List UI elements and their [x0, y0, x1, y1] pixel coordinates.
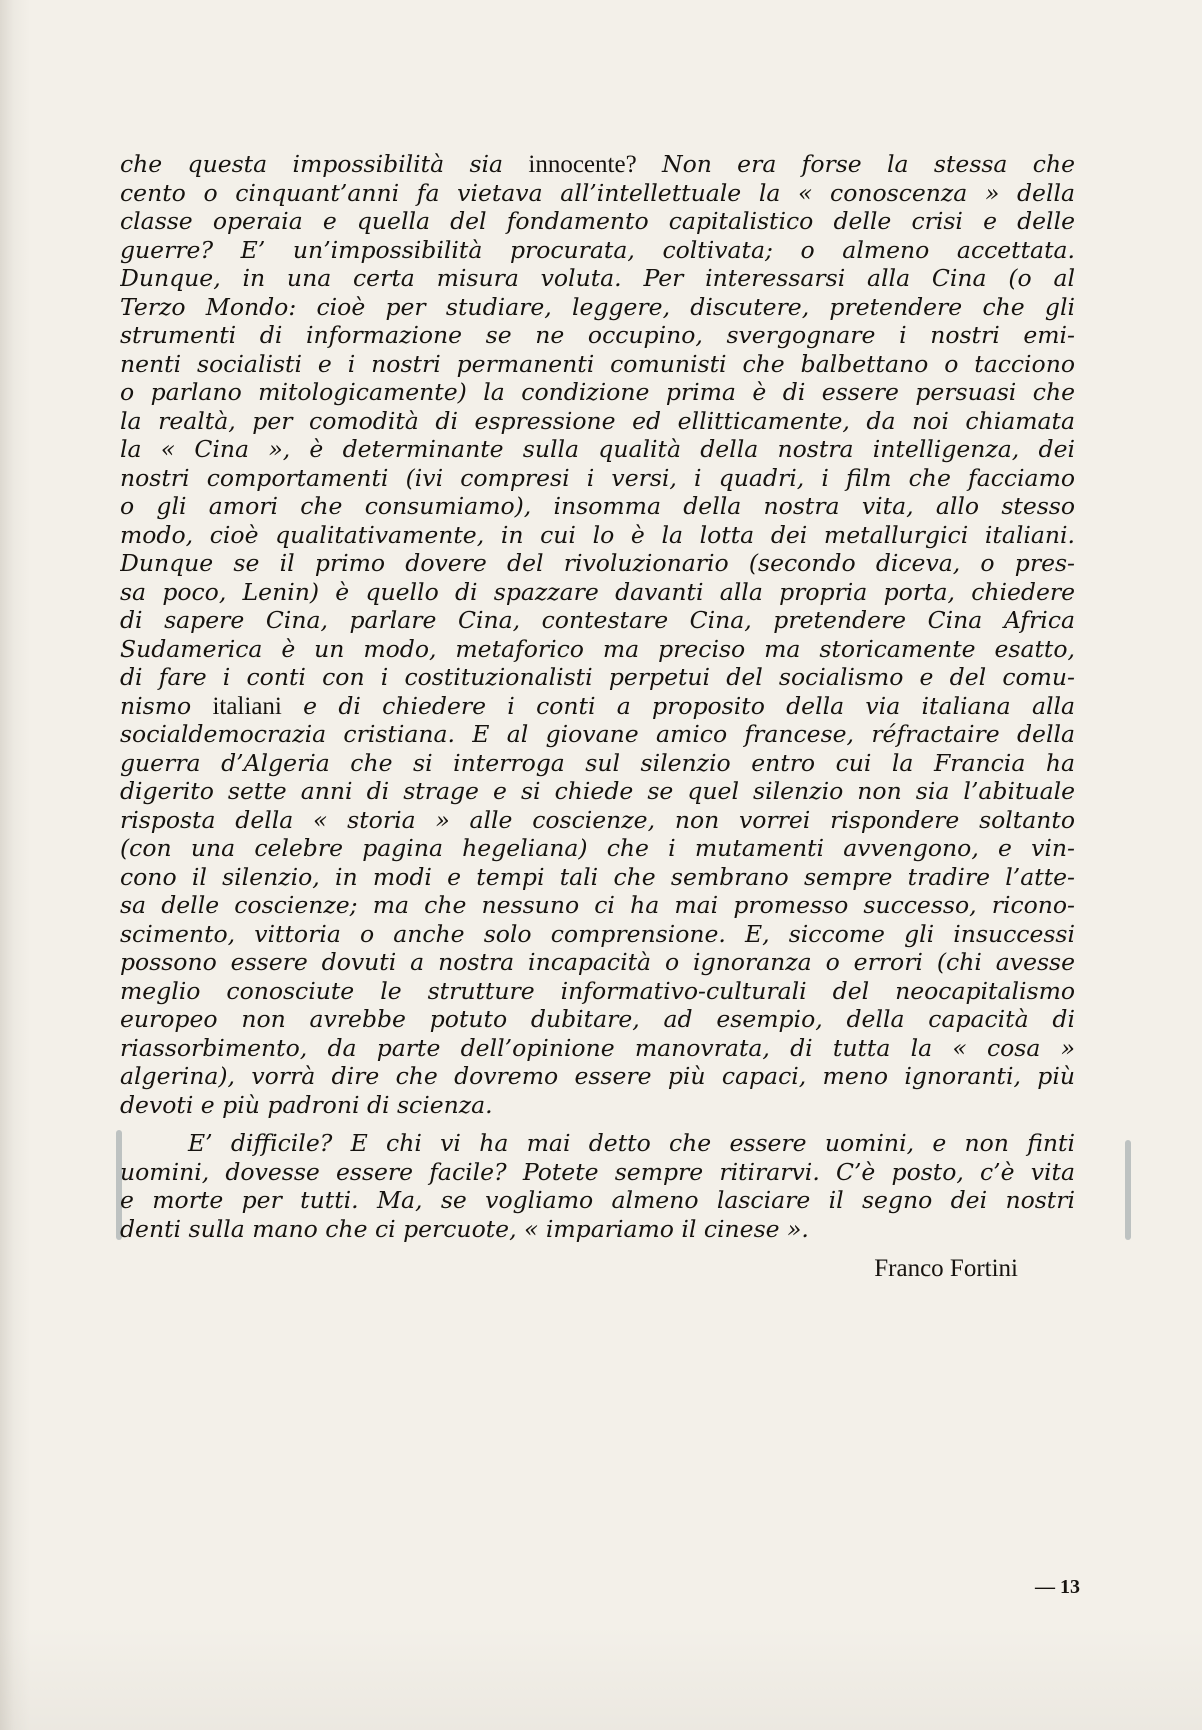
- text-line: devoti e più padroni di scienza.: [120, 1090, 493, 1119]
- binding-mark-right: [1125, 1140, 1131, 1240]
- text-line: guerra d’Algeria che si interroga sul silenzio entro cui la Francia ha: [120, 748, 1075, 777]
- text-line: nostri comportamenti (ivi compresi i versi, i quadri, i film che facciamo: [120, 463, 1075, 492]
- text-line: guerre? E’ un’impossibilità procurata, coltivata; o almeno accettata.: [120, 235, 1075, 264]
- page-number: — 13: [1035, 1576, 1080, 1598]
- paragraph-1: [120, 150, 1075, 1119]
- text-line: o gli amori che consumiamo), insomma della nostra vita, allo stesso: [120, 492, 1075, 520]
- text-line: o parlano mitologicamente) la condizione prima è di essere persuasi che: [120, 378, 1075, 406]
- text-line: Sudamerica è un modo, metaforico ma preciso ma storicamente esatto,: [120, 634, 1075, 663]
- text-line: la « Cina », è determinante sulla qualità della nostra intelligenza, dei: [120, 435, 1075, 463]
- text-line: classe operaia e quella del fondamento capitalistico delle crisi e delle: [120, 207, 1075, 235]
- text-line: socialdemocrazia cristiana. E al giovane amico francese, réfractaire della: [120, 720, 1075, 748]
- text-line: sa delle coscienze; ma che nessuno ci ha mai promesso successo, ricono-: [120, 891, 1075, 919]
- text-line: possono essere dovuti a nostra incapacità o ignoranza o errori (chi avesse: [120, 948, 1075, 976]
- text-line: nenti socialisti e i nostri permanenti comunisti che balbettano o tacciono: [120, 349, 1075, 378]
- text-line: la realtà, per comodità di espressione ed ellitticamente, da noi chiamata: [120, 406, 1075, 435]
- text-line: cento o cinquant’anni fa vietava all’intellettuale la « conoscenza » della: [120, 178, 1075, 207]
- text-line: modo, cioè qualitativamente, in cui lo è la lotta dei metallurgici italiani.: [120, 520, 1075, 549]
- text-line: e morte per tutti. Ma, se vogliamo almeno lasciare il segno dei nostri: [120, 1186, 1075, 1214]
- text-line: algerina), vorrà dire che dovremo essere più capaci, meno ignoranti, più: [120, 1062, 1075, 1090]
- text-line: strumenti di informazione se ne occupino, svergognare i nostri emi-: [120, 321, 1075, 349]
- text-line: meglio conosciute le strutture informativo-culturali del neocapitalismo: [120, 976, 1075, 1005]
- text-line: Dunque se il primo dovere del rivoluzionario (secondo diceva, o pres-: [120, 549, 1075, 577]
- text-line: che questa impossibilità sia innocente? Non era forse la stessa che: [120, 150, 1075, 178]
- author-signature: Franco Fortini: [874, 1255, 1018, 1282]
- text-line: nismo italiani e di chiedere i conti a proposito della via italiana alla: [120, 691, 1075, 720]
- paragraph-2: [120, 1129, 1075, 1243]
- text-line: denti sulla mano che ci percuote, « impariamo il cinese ».: [120, 1214, 809, 1243]
- text-line: europeo non avrebbe potuto dubitare, ad esempio, della capacità di: [120, 1005, 1075, 1033]
- text-line: digerito sette anni di strage e si chiede se quel silenzio non sia l’abituale: [120, 777, 1075, 805]
- text-line: di sapere Cina, parlare Cina, contestare Cina, pretendere Cina Africa: [120, 606, 1075, 634]
- text-line: Terzo Mondo: cioè per studiare, leggere, discutere, pretendere che gli: [120, 292, 1075, 321]
- text-line: scimento, vittoria o anche solo comprensione. E, siccome gli insuccessi: [120, 919, 1075, 948]
- text-line: di fare i conti con i costituzionalisti perpetui del socialismo e del comu-: [120, 663, 1075, 691]
- paragraph-gap: [120, 1119, 1075, 1129]
- text-line: sa poco, Lenin) è quello di spazzare davanti alla propria porta, chiedere: [120, 577, 1075, 606]
- text-line: E’ difficile? E chi vi ha mai detto che essere uomini, e non finti: [188, 1129, 1075, 1157]
- text-line: Dunque, in una certa misura voluta. Per interessarsi alla Cina (o al: [120, 264, 1075, 292]
- text-line: cono il silenzio, in modi e tempi tali che sembrano sempre tradire l’atte-: [120, 862, 1075, 891]
- article-body: [120, 150, 1075, 1243]
- text-line: (con una celebre pagina hegeliana) che i mutamenti avvengono, e vin-: [120, 834, 1075, 862]
- text-line: uomini, dovesse essere facile? Potete sempre ritirarvi. C’è posto, c’è vita: [120, 1157, 1075, 1186]
- text-line: riassorbimento, da parte dell’opinione manovrata, di tutta la « cosa »: [120, 1033, 1075, 1062]
- text-line: risposta della « storia » alle coscienze, non vorrei rispondere soltanto: [120, 805, 1075, 834]
